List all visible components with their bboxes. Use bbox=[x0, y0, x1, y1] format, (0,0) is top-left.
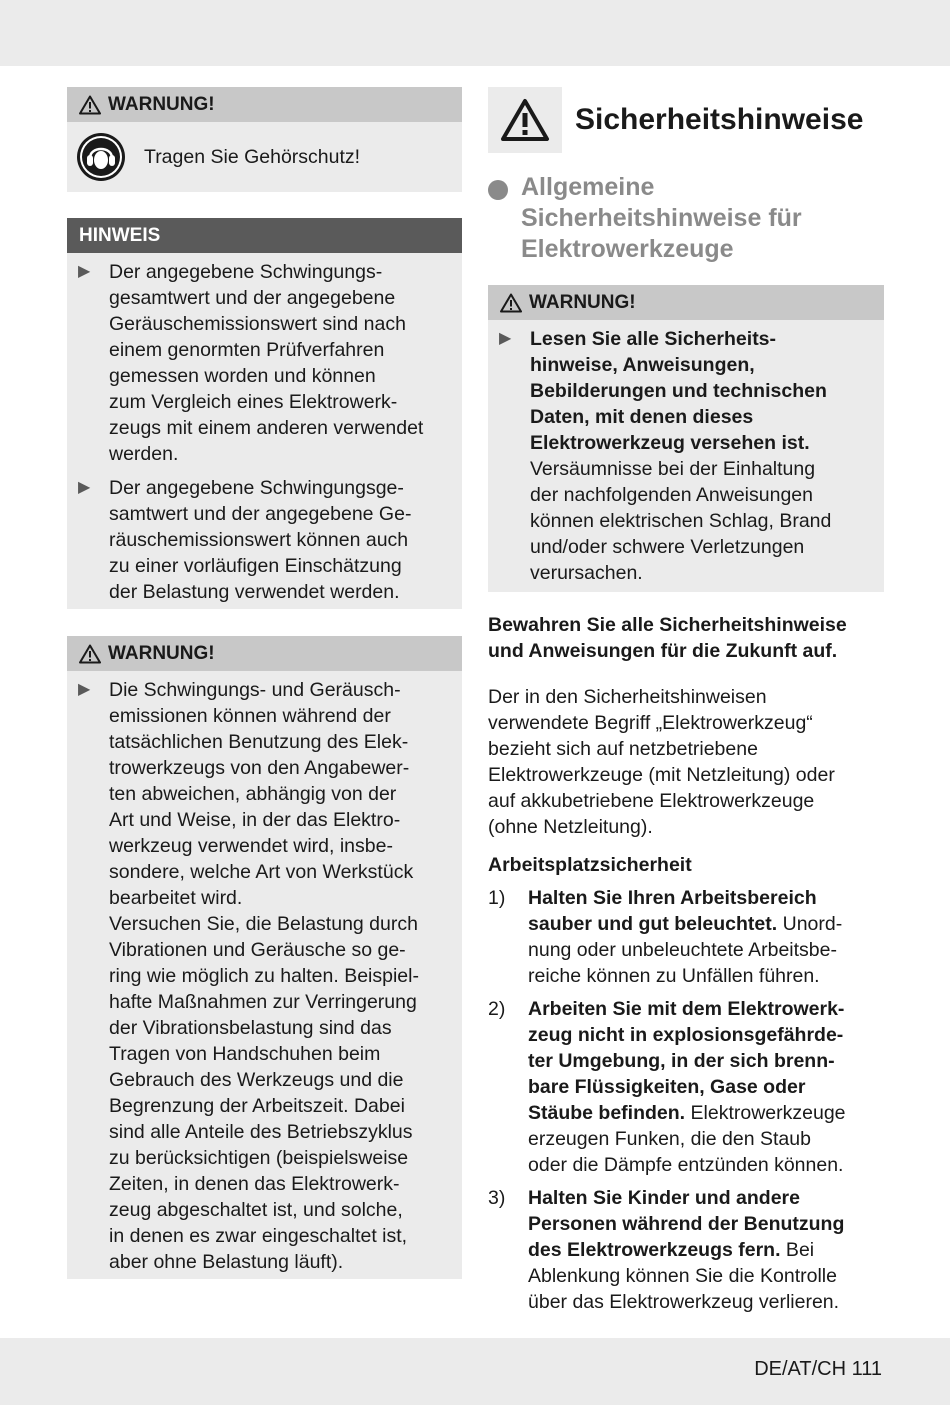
ear-protection-text: Tragen Sie Gehörschutz! bbox=[144, 145, 361, 168]
warning-triangle-icon bbox=[500, 293, 522, 313]
list-item bbox=[488, 996, 884, 1178]
list-text-bold: Halten Sie Kinder und andere Personen während der Benutzung des Elektrowerkzeugs fern. bbox=[528, 1187, 845, 1261]
list-item bbox=[498, 326, 876, 586]
list-number: 3) bbox=[488, 1187, 506, 1209]
hinweis-header: HINWEIS bbox=[67, 218, 462, 253]
bullet-arrow-icon: ▶ bbox=[78, 681, 91, 698]
ear-protection-row bbox=[67, 122, 462, 192]
list-number: 2) bbox=[488, 998, 506, 1020]
hinweis-box bbox=[67, 218, 462, 609]
warning-triangle-icon bbox=[79, 95, 101, 115]
ear-protection-warning-box bbox=[67, 87, 462, 192]
top-band bbox=[0, 0, 950, 66]
list-text bbox=[528, 1185, 884, 1315]
subsection-header bbox=[488, 172, 884, 265]
warning-triangle-icon bbox=[500, 98, 550, 142]
subsection-title: Allgemeine Sicherheitshinweise für Elektrowerkzeuge bbox=[521, 173, 802, 263]
list-text-bold: Halten Sie Ihren Arbeitsbereich sauber und gut beleuchtet. bbox=[528, 887, 817, 935]
warning-header bbox=[67, 87, 462, 122]
right-column bbox=[488, 87, 884, 1322]
read-instructions-text bbox=[530, 326, 876, 586]
bullet-dot-icon bbox=[488, 180, 508, 200]
keep-instructions-note: Bewahren Sie alle Sicherheitshinweise und Anweisungen für die Zukunft auf. bbox=[488, 614, 847, 662]
warning-header bbox=[488, 285, 884, 320]
bullet-arrow-icon: ▶ bbox=[499, 330, 512, 347]
vibration-warning-bullets bbox=[67, 671, 462, 1279]
list-item bbox=[77, 677, 454, 1275]
warning-title: WARNUNG! bbox=[108, 93, 215, 115]
read-instructions-bullets bbox=[488, 320, 884, 592]
workplace-list bbox=[488, 885, 884, 1315]
list-item bbox=[488, 885, 884, 989]
left-column bbox=[67, 87, 462, 1279]
section-header bbox=[488, 87, 884, 153]
list-text-normal: Unord- nung oder unbeleuchtete Arbeitsbe- reiche können zu Unfällen führen. bbox=[528, 913, 843, 987]
list-text bbox=[528, 885, 884, 989]
bullet-arrow-icon: ▶ bbox=[78, 479, 91, 496]
read-instructions-warning-box bbox=[488, 285, 884, 592]
ear-protection-icon bbox=[76, 132, 126, 182]
section-icon-box bbox=[488, 87, 562, 153]
vibration-warning-text: Die Schwingungs- und Geräusch- emissionen können während der tatsächlichen Benutzung des Elek- trowerkzeugs von den Angabewer- ten abweichen, abhängig von der Art und Weise, in der das Elektro- werkzeug verwendet wird, insbe- sondere, welche Art von Werkstück bearbeitet wird. Versuchen Sie, die Belastung durch Vibrationen und Geräusche so ge- ring wie möglich zu halten. Beispiel- hafte Maßnahmen zur Verringerung der Vibrationsbelastung sind das Tragen von Handschuhen beim Gebrauch des Werkzeugs und die Begrenzung der Arbeitszeit. Dabei sind alle Anteile des Betriebszyklus zu berücksichtigen (beispielsweise Zeiten, in denen das Elektrowerk- zeug abgeschaltet ist, und solche, in denen es zwar eingeschaltet ist, aber ohne Belastung läuft). bbox=[109, 679, 419, 1273]
section-title: Sicherheitshinweise bbox=[575, 103, 864, 136]
warning-triangle-icon bbox=[79, 644, 101, 664]
bullet-arrow-icon: ▶ bbox=[78, 263, 91, 280]
list-text bbox=[528, 996, 884, 1178]
list-text-normal: Elektrowerkzeuge erzeugen Funken, die den Staub oder die Dämpfe entzünden können. bbox=[528, 1102, 846, 1176]
warning-title: WARNUNG! bbox=[529, 291, 636, 313]
warning-header bbox=[67, 636, 462, 671]
hinweis-bullet-text: Der angegebene Schwingungsge- samtwert und der angegebene Ge- räuschemissionswert können auch zu einer vorläufigen Einschätzung der Belastung verwendet werden. bbox=[109, 477, 412, 603]
hinweis-bullet-text: Der angegebene Schwingungs- gesamtwert und der angegebene Geräuschemissionswert sind nach einem genormten Prüfverfahren gemessen worden und können zum Vergleich eines Elektrowerk- zeugs mit einem anderen verwendet werden. bbox=[109, 261, 424, 465]
read-instructions-normal: Versäumnisse bei der Einhaltung der nachfolgenden Anweisungen können elektrischen Schlag, Brand und/oder schwere Verletzungen verursachen. bbox=[530, 458, 832, 584]
workplace-heading: Arbeitsplatzsicherheit bbox=[488, 854, 692, 876]
list-text-bold: Arbeiten Sie mit dem Elektrowerk- zeug nicht in explosionsgefährde- ter Umgebung, in der sich brenn- bare Flüssigkeiten, Gase oder Stäube befinden. bbox=[528, 998, 845, 1124]
hinweis-bullets bbox=[67, 253, 462, 609]
warning-title: WARNUNG! bbox=[108, 642, 215, 664]
list-number: 1) bbox=[488, 887, 506, 909]
list-item bbox=[77, 259, 454, 467]
definition-paragraph: Der in den Sicherheitshinweisen verwendete Begriff „Elektrowerkzeug“ bezieht sich auf netzbetriebene Elektrowerkzeuge (mit Netzleitung) oder auf akkubetriebene Elektrowerkzeuge (ohne Netzleitung). bbox=[488, 686, 835, 838]
vibration-warning-box bbox=[67, 636, 462, 1279]
list-item bbox=[488, 1185, 884, 1315]
page-number: DE/AT/CH 111 bbox=[754, 1358, 882, 1380]
list-text-normal: Bei Ablenkung können Sie die Kontrolle über das Elektrowerkzeug verlieren. bbox=[528, 1239, 840, 1313]
read-instructions-bold: Lesen Sie alle Sicherheits- hinweise, Anweisungen, Bebilderungen und technischen Daten, mit denen dieses Elektrowerkzeug versehen ist. bbox=[530, 328, 827, 454]
list-item bbox=[77, 475, 454, 605]
